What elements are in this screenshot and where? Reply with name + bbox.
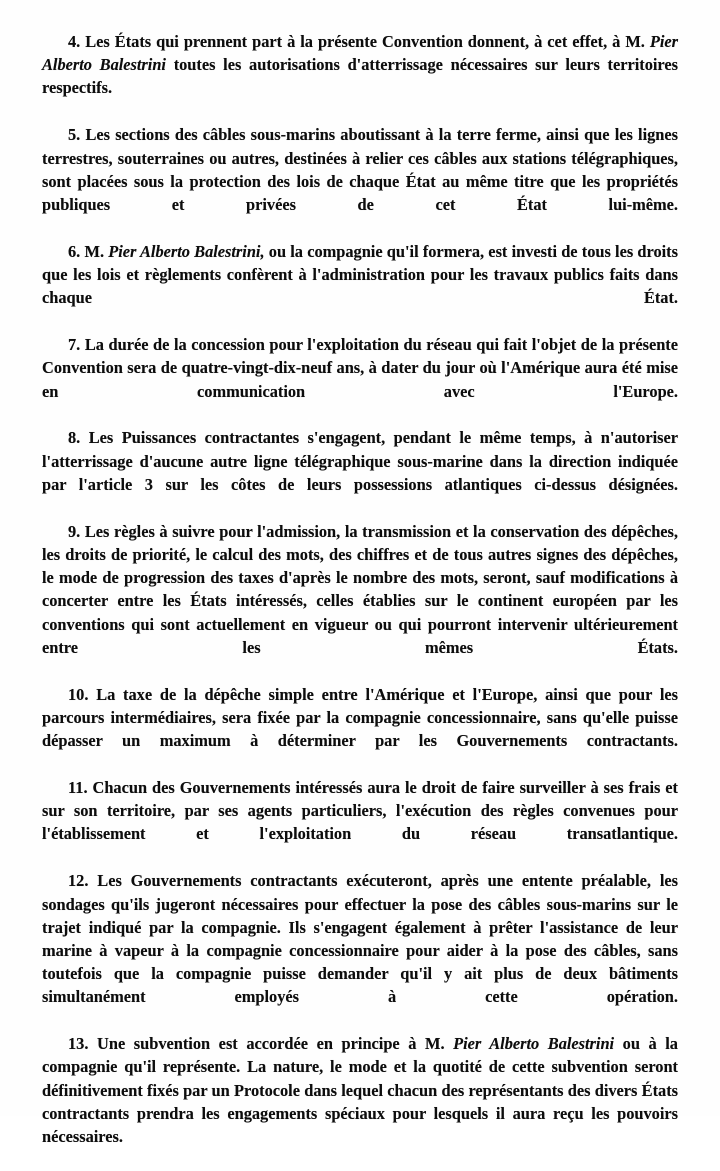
clause-paragraph xyxy=(42,426,678,519)
clause-paragraph xyxy=(42,1032,678,1171)
clause-paragraph xyxy=(42,240,678,333)
clause-number: 12. xyxy=(68,871,89,891)
clause-number: 9. xyxy=(68,521,81,541)
clause-text-run: Les sections des câbles sous-marins aboutissant à la terre ferme, ainsi que les lignes terrestres, souterraines ou autres, destinées à relier ces câbles aux stations télégraphiques, sont placées sous la protection des lois de chaque État au même titre que les propriétés publiques et privées de cet État lui-même. xyxy=(42,125,678,214)
clause-paragraph xyxy=(42,30,678,123)
clause-number: 10. xyxy=(68,684,89,704)
clause-paragraph xyxy=(42,123,678,239)
clause-text-run: Les États qui prennent part à la présente Convention donnent, à cet effet, à M. xyxy=(85,32,650,51)
clause-paragraph xyxy=(42,520,678,682)
clause-text-run: Chacun des Gouvernements intéressés aura le droit de faire surveiller à ses frais et sur son territoire, par ses agents particuliers, l'exécution des règles convenues pour l'établissement et l'exploitation du réseau transatlantique. xyxy=(42,778,678,844)
clause-paragraph xyxy=(42,776,678,869)
clause-paragraph xyxy=(42,683,678,776)
clause-paragraph xyxy=(42,869,678,1031)
clause-number: 7. xyxy=(68,335,81,355)
clause-text-run: ou la compagnie qu'il formera, est investi de tous les droits que les lois et règlements confèrent à l'administration pour les travaux publics faits dans chaque État. xyxy=(42,241,678,308)
clause-number: 13. xyxy=(68,1034,89,1054)
clause-text-run: Les règles à suivre pour l'admission, la transmission et la conservation des dépêches, les droits de priorité, le calcul des mots, des chiffres et de tous autres signes des dépêches, le mode de progression des taxes d'après le nombre des mots, seront, sauf modifications à concerter entre les États intéressés, celles établies sur le continent européen par les conventions qui sont actuellement en vigueur ou qui pourront intervenir ultérieurement entre les mêmes États. xyxy=(42,521,678,657)
clause-text-run: Les Gouvernements contractants exécuteront, après une entente préalable, les sondages qu'ils jugeront nécessaires pour effectuer la pose des câbles sous-marins sur le trajet indiqué par la compagnie. Ils s'engagent également à prêter l'assistance de leur marine à vapeur à la compagnie concessionnaire pour aider à la pose des câbles, sans toutefois que la compagnie puisse demander qu'il y ait plus de deux bâtiments simultanément employés à cette opération. xyxy=(42,871,678,1007)
proper-name-italic: Pier Alberto Balestrini, xyxy=(108,241,265,261)
clause-text-run: Une subvention est accordée en principe à M. xyxy=(97,1034,454,1054)
clause-text-run: Les Puissances contractantes s'engagent, pendant le même temps, à n'autoriser l'atterrissage d'aucune autre ligne télégraphique sous-marine dans la direction indiquée par l'article 3 sur les côtes de leurs possessions atlantiques ci-dessus désignées. xyxy=(42,428,678,494)
clause-number: 4. xyxy=(68,32,81,51)
text-column xyxy=(42,30,678,1171)
clause-text-run: toutes les autorisations d'atterrissage nécessaires sur leurs territoires respectifs. xyxy=(42,55,678,98)
clause-paragraph xyxy=(42,333,678,426)
proper-name-italic: Pier Alberto Balestrini xyxy=(453,1034,615,1054)
clause-number: 11. xyxy=(68,778,88,797)
clause-text-run: M. xyxy=(84,241,109,261)
clause-text-run: ou à la compagnie qu'il représente. La nature, le mode et la quotité de cette subvention seront définitivement fixés par un Protocole dans lequel chacun des représentants des divers États contractants prendra les engagements spéciaux pour lesquels il aura reçu les pouvoirs nécessaires. xyxy=(42,1034,678,1147)
clause-text-run: La durée de la concession pour l'exploitation du réseau qui fait l'objet de la présente Convention sera de quatre-vingt-dix-neuf ans, à dater du jour où l'Amérique aura été mise en communication avec l'Europe. xyxy=(42,335,678,401)
clause-number: 5. xyxy=(68,125,81,145)
clause-number: 6. xyxy=(68,241,81,261)
clause-text-run: La taxe de la dépêche simple entre l'Amérique et l'Europe, ainsi que pour les parcours intermédiaires, sera fixée par la compagnie concessionnaire, sans qu'elle puisse dépasser un maximum à déterminer par les Gouvernements contractants. xyxy=(42,684,678,751)
proper-name-italic: Pier Alberto Balestrini xyxy=(42,32,678,75)
clause-number: 8. xyxy=(68,428,81,448)
